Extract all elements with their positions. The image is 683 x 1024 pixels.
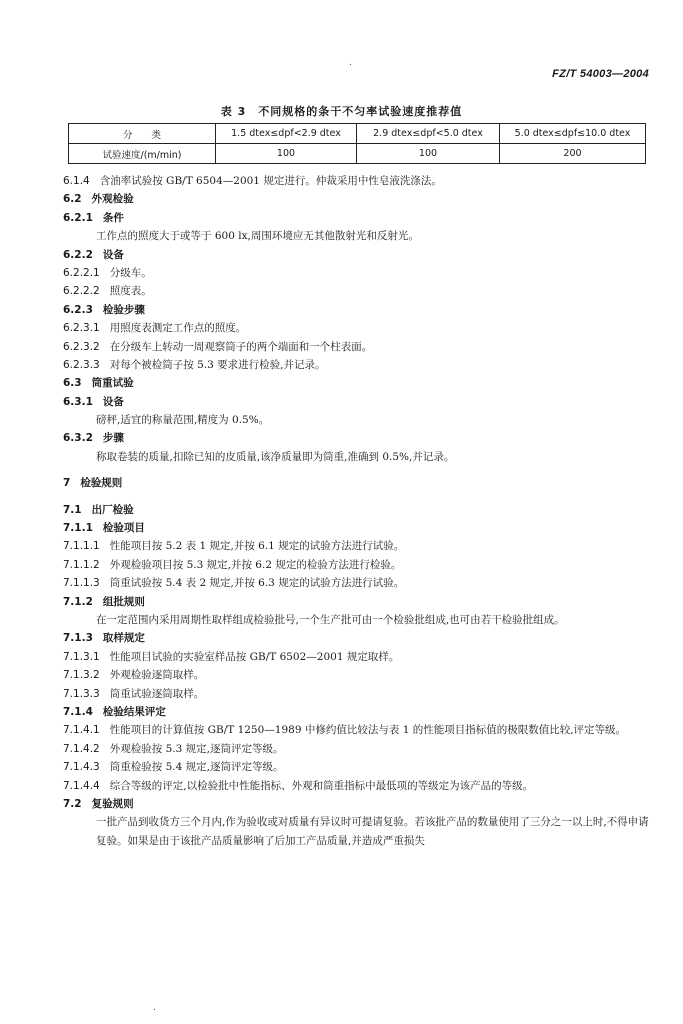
clause-number: 6.2.2.1	[63, 266, 100, 279]
paragraph-line	[63, 758, 653, 776]
clause-number: 7.1	[63, 503, 82, 516]
section-heading	[63, 393, 653, 411]
clause-text: 筒重试验按 5.4 表 2 规定,并按 6.3 规定的试验方法进行试验。	[109, 577, 405, 590]
table-cell: 分 类	[69, 124, 216, 144]
table-row	[69, 144, 646, 164]
section-heading	[63, 519, 653, 537]
clause-number: 6.1.4	[63, 175, 90, 187]
paragraph-line	[63, 777, 653, 795]
clause-number: 7.1.4.2	[63, 742, 100, 755]
table-cell: 试验速度/(m/min)	[69, 144, 216, 164]
heading-text: 设备	[102, 248, 124, 261]
section-heading	[63, 593, 653, 611]
table-cell: 5.0 dtex≤dpf≤10.0 dtex	[500, 124, 646, 144]
clause-number: 6.2.2	[63, 248, 93, 261]
clause-number: 7.1.3.2	[63, 669, 100, 682]
heading-text: 复验规则	[91, 797, 134, 810]
paragraph-line	[63, 411, 653, 429]
heading-text: 条件	[102, 211, 124, 224]
section-heading	[63, 190, 653, 208]
clause-text: 磅秤,适宜的称量范围,精度为 0.5%。	[96, 414, 270, 427]
clause-number: 6.2.3	[63, 303, 93, 316]
clause-text: 对每个被检筒子按 5.3 要求进行检验,并记录。	[109, 358, 326, 371]
clause-number: 7.1.2	[63, 595, 93, 608]
paragraph-line	[63, 685, 653, 703]
paragraph-line	[63, 648, 653, 666]
clause-number: 7.1.4.4	[63, 779, 100, 792]
clause-number: 7.1.1.1	[63, 540, 100, 553]
clause-number: 7.1.1.3	[63, 577, 100, 590]
clause-text: 筒重检验按 5.4 规定,逐筒评定等级。	[109, 761, 284, 774]
chapter-heading	[63, 474, 653, 492]
heading-text: 检验步骤	[102, 303, 145, 316]
clause-number: 7.1.4	[63, 705, 93, 718]
clause-text: 外观检验按 5.3 规定,逐筒评定等级。	[109, 742, 284, 755]
clause-number: 7.1.4.3	[63, 761, 100, 774]
chapter-number: 7	[63, 477, 71, 490]
section-heading	[63, 795, 653, 813]
heading-text: 设备	[102, 395, 124, 408]
clause-text: 在分级车上转动一周观察筒子的两个端面和一个柱表面。	[109, 340, 373, 353]
heading-text: 取样规定	[102, 632, 145, 645]
clause-text: 性能项目的计算值按 GB/T 1250—1989 中修约值比较法与表 1 的性能项目指标值的极限数值比较,评定等级。	[109, 724, 627, 737]
table-cell: 200	[500, 144, 646, 164]
clause-number: 6.2.3.2	[63, 340, 100, 353]
paragraph-line	[63, 448, 653, 466]
paragraph-line	[63, 227, 653, 245]
clause-text: 照度表。	[109, 285, 152, 298]
clause-number: 6.3.2	[63, 432, 93, 445]
clause-number: 6.2.2.2	[63, 285, 100, 298]
paragraph-line	[63, 556, 653, 574]
paragraph-line	[63, 721, 653, 739]
clause-number: 6.2.3.3	[63, 358, 100, 371]
document-body	[63, 172, 653, 850]
clause-number: 6.3	[63, 377, 82, 390]
section-heading	[63, 429, 653, 447]
clause-text: 含油率试验按 GB/T 6504—2001 规定进行。仲裁采用中性皂液洗涤法。	[99, 175, 442, 187]
paragraph-line	[63, 356, 653, 374]
heading-text: 外观检验	[91, 193, 134, 206]
paragraph-line	[63, 611, 653, 629]
section-7-content	[63, 501, 653, 850]
paragraph-line	[63, 666, 653, 684]
section-heading	[63, 301, 653, 319]
section-heading	[63, 246, 653, 264]
paragraph-line	[63, 282, 653, 300]
paragraph-line	[63, 537, 653, 555]
clause-number: 7.2	[63, 797, 82, 810]
table-title: 表 3 不同规格的条干不匀率试验速度推荐值	[220, 105, 463, 118]
clause-number: 7.1.3.1	[63, 650, 100, 663]
clause-text: 综合等级的评定,以检验批中性能指标、外观和筒重指标中最低项的等级定为该产品的等级。	[109, 779, 534, 792]
paragraph-line	[63, 740, 653, 758]
clause-number: 6.3.1	[63, 395, 93, 408]
table-header-row	[69, 124, 646, 144]
clause-text: 性能项目试验的实验室样品按 GB/T 6502—2001 规定取样。	[109, 650, 400, 663]
paragraph-line	[63, 338, 653, 356]
clause-text: 用照度表测定工作点的照度。	[109, 322, 247, 335]
scan-speck: .	[153, 1003, 156, 1013]
table-cell: 1.5 dtex≤dpf<2.9 dtex	[216, 124, 357, 144]
section-heading	[63, 374, 653, 392]
section-heading	[63, 703, 653, 721]
section-heading	[63, 501, 653, 519]
section-heading	[63, 629, 653, 647]
clause-number: 7.1.1.2	[63, 558, 100, 571]
table-cell: 2.9 dtex≤dpf<5.0 dtex	[357, 124, 500, 144]
clause-text: 分级车。	[109, 266, 152, 279]
clause-text: 筒重试验逐筒取样。	[109, 687, 205, 700]
chapter-title: 检验规则	[80, 477, 123, 490]
paragraph-line	[63, 264, 653, 282]
clause-number: 6.2	[63, 193, 82, 206]
section-heading	[63, 209, 653, 227]
standard-code: FZ/T 54003—2004	[552, 68, 649, 80]
table-cell: 100	[357, 144, 500, 164]
clause-number: 6.2.1	[63, 211, 93, 224]
section-6-content	[63, 172, 653, 466]
heading-text: 步骤	[102, 432, 124, 445]
heading-text: 检验项目	[102, 522, 145, 535]
clause-text: 在一定范围内采用周期性取样组成检验批号,一个生产批可由一个检验批组成,也可由若干检验批组成。	[96, 613, 565, 626]
heading-text: 筒重试验	[91, 377, 134, 390]
heading-text: 出厂检验	[91, 503, 134, 516]
scan-speck: .	[349, 58, 352, 68]
clause-number: 7.1.1	[63, 522, 93, 535]
paragraph-line	[63, 172, 653, 190]
heading-text: 检验结果评定	[102, 705, 166, 718]
clause-text: 性能项目按 5.2 表 1 规定,并按 6.1 规定的试验方法进行试验。	[109, 540, 405, 553]
clause-text: 称取卷装的质量,扣除已知的皮质量,该净质量即为筒重,准确到 0.5%,并记录。	[96, 450, 455, 463]
clause-number: 6.2.3.1	[63, 322, 100, 335]
table-cell: 100	[216, 144, 357, 164]
heading-text: 组批规则	[102, 595, 145, 608]
clause-text: 一批产品到收货方三个月内,作为验收或对质量有异议时可提请复验。若该批产品的数量使用了三分之一以上时,不得申请复验。如果是由于该批产品质量影响了后加工产品质量,并造成严重损失	[96, 816, 649, 847]
paragraph-line	[63, 319, 653, 337]
clause-text: 外观检验项目按 5.3 规定,并按 6.2 规定的检验方法进行检验。	[109, 558, 402, 571]
clause-number: 7.1.4.1	[63, 724, 100, 737]
clause-text: 外观检验逐筒取样。	[109, 669, 205, 682]
paragraph-line	[63, 813, 653, 850]
speed-table	[68, 123, 646, 164]
clause-number: 7.1.3.3	[63, 687, 100, 700]
clause-text: 工作点的照度大于或等于 600 lx,周围环境应无其他散射光和反射光。	[96, 230, 419, 243]
clause-number: 7.1.3	[63, 632, 93, 645]
paragraph-line	[63, 574, 653, 592]
